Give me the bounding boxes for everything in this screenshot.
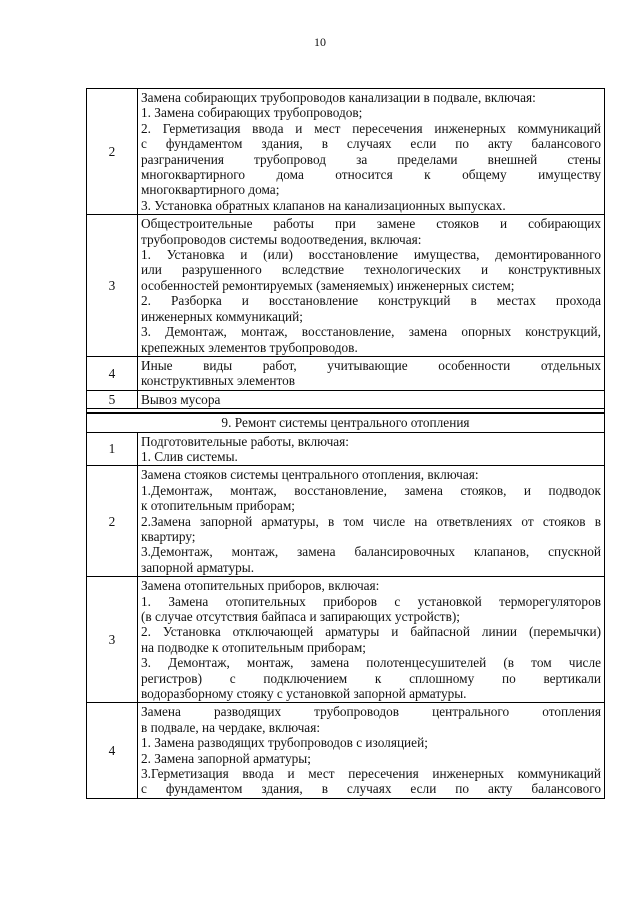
row-description: [138, 89, 605, 215]
row-number: 2: [87, 89, 138, 215]
description-line: 1. Установка и (или) восстановление имущества, демонтированного: [141, 247, 601, 263]
row-number: 2: [87, 466, 138, 577]
description-line: с фундаментом здания, в случаях если по акту балансового: [141, 781, 601, 797]
description-line: 2. Разборка и восстановление конструкций в местах прохода: [141, 293, 601, 309]
description-line: 1. Замена отопительных приборов с установкой терморегуляторов: [141, 593, 601, 609]
table-row: [87, 577, 605, 703]
description-line: водоразборному стояку с установкой запорной арматуры.: [141, 686, 467, 702]
section-title: 9. Ремонт системы центрального отопления: [87, 413, 605, 432]
row-description: [138, 432, 605, 466]
row-number: 3: [87, 577, 138, 703]
description-line: Замена собирающих трубопроводов канализации в подвале, включая:: [141, 90, 536, 105]
row-description: [138, 703, 605, 798]
section-row: [87, 413, 605, 432]
description-line: особенностей ремонтируемых (заменяемых) инженерных систем;: [141, 277, 515, 293]
description-line: инженерных коммуникаций;: [141, 308, 303, 324]
description-line: 2. Замена запорной арматуры;: [141, 750, 311, 766]
row-number: 4: [87, 356, 138, 390]
table-body-top: [87, 89, 605, 409]
description-line: с фундаментом здания, в случаях если по акту балансового: [141, 136, 601, 152]
description-line: 1. Слив системы.: [141, 448, 238, 464]
row-description: [138, 466, 605, 577]
description-line: 3. Демонтаж, монтаж, восстановление, замена опорных конструкций,: [141, 324, 601, 340]
table-row: [87, 432, 605, 466]
row-description: [138, 577, 605, 703]
description-line: 3.Демонтаж, монтаж, замена балансировочных клапанов, спускной: [141, 544, 601, 560]
description-line: 3.Герметизация ввода и мест пересечения инженерных коммуникаций: [141, 766, 601, 782]
page-number: 10: [314, 35, 326, 49]
description-line: трубопроводов системы водоотведения, включая:: [141, 231, 422, 247]
description-line: Подготовительные работы, включая:: [141, 433, 349, 449]
description-line: запорной арматуры.: [141, 559, 255, 575]
description-line: 2. Установка отключающей арматуры и байпасной линии (перемычки): [141, 624, 601, 640]
description-line: или разрушенного вследствие технологических и конструктивных: [141, 262, 601, 278]
description-line: 3. Установка обратных клапанов на канализационных выпусках.: [141, 197, 506, 213]
description-line: Иные виды работ, учитывающие особенности отдельных: [141, 357, 601, 373]
description-line: 1.Демонтаж, монтаж, восстановление, замена стояков, и подводок: [141, 482, 601, 498]
description-line: конструктивных элементов: [141, 373, 296, 389]
row-description: [138, 356, 605, 390]
table-row: [87, 89, 605, 215]
row-number: 5: [87, 390, 138, 408]
description-line: Замена разводящих трубопроводов центрального отопления: [141, 704, 601, 720]
description-line: 1. Замена разводящих трубопроводов с изоляцией;: [141, 735, 428, 751]
description-line: 3. Демонтаж, монтаж, замена полотенцесушителей (в том числе: [141, 655, 601, 671]
table-row: [87, 703, 605, 798]
description-line: многоквартирного дома;: [141, 182, 280, 198]
description-line: Общестроительные работы при замене стояков и собирающих: [141, 216, 601, 232]
row-description: [138, 215, 605, 357]
table-body-bottom: [87, 432, 605, 798]
description-line: на подводке к отопительным приборам;: [141, 639, 366, 655]
table-section: [87, 409, 605, 432]
table-row: [87, 356, 605, 390]
row-number: 1: [87, 432, 138, 466]
table-row: [87, 215, 605, 357]
works-table: [86, 88, 605, 799]
description-line: квартиру;: [141, 528, 196, 544]
description-line: 1. Замена собирающих трубопроводов;: [141, 105, 363, 121]
table-row: [87, 390, 605, 408]
row-description: [138, 390, 605, 408]
row-number: 4: [87, 703, 138, 798]
description-line: 2.Замена запорной арматуры, в том числе на ответвлениях от стояков в: [141, 513, 601, 529]
description-line: многоквартирного дома относится к общему имуществу: [141, 167, 601, 183]
description-line: к отопительным приборам;: [141, 498, 295, 514]
description-line: (в случае отсутствия байпаса и запирающих устройств);: [141, 609, 460, 624]
description-line: разграничения трубопровод за пределами внешней стены: [141, 151, 601, 167]
description-line: 2. Герметизация ввода и мест пересечения инженерных коммуникаций: [141, 120, 601, 136]
description-line: Замена отопительных приборов, включая:: [141, 578, 380, 594]
description-line: в подвале, на чердаке, включая:: [141, 719, 321, 735]
description-line: Вывоз мусора: [141, 391, 221, 407]
table-row: [87, 466, 605, 577]
description-line: регистров) с подключением к сплошному по вертикали: [141, 670, 601, 686]
description-line: крепежных элементов трубопроводов.: [141, 339, 358, 355]
row-number: 3: [87, 215, 138, 357]
description-line: Замена стояков системы центрального отопления, включая:: [141, 467, 479, 483]
